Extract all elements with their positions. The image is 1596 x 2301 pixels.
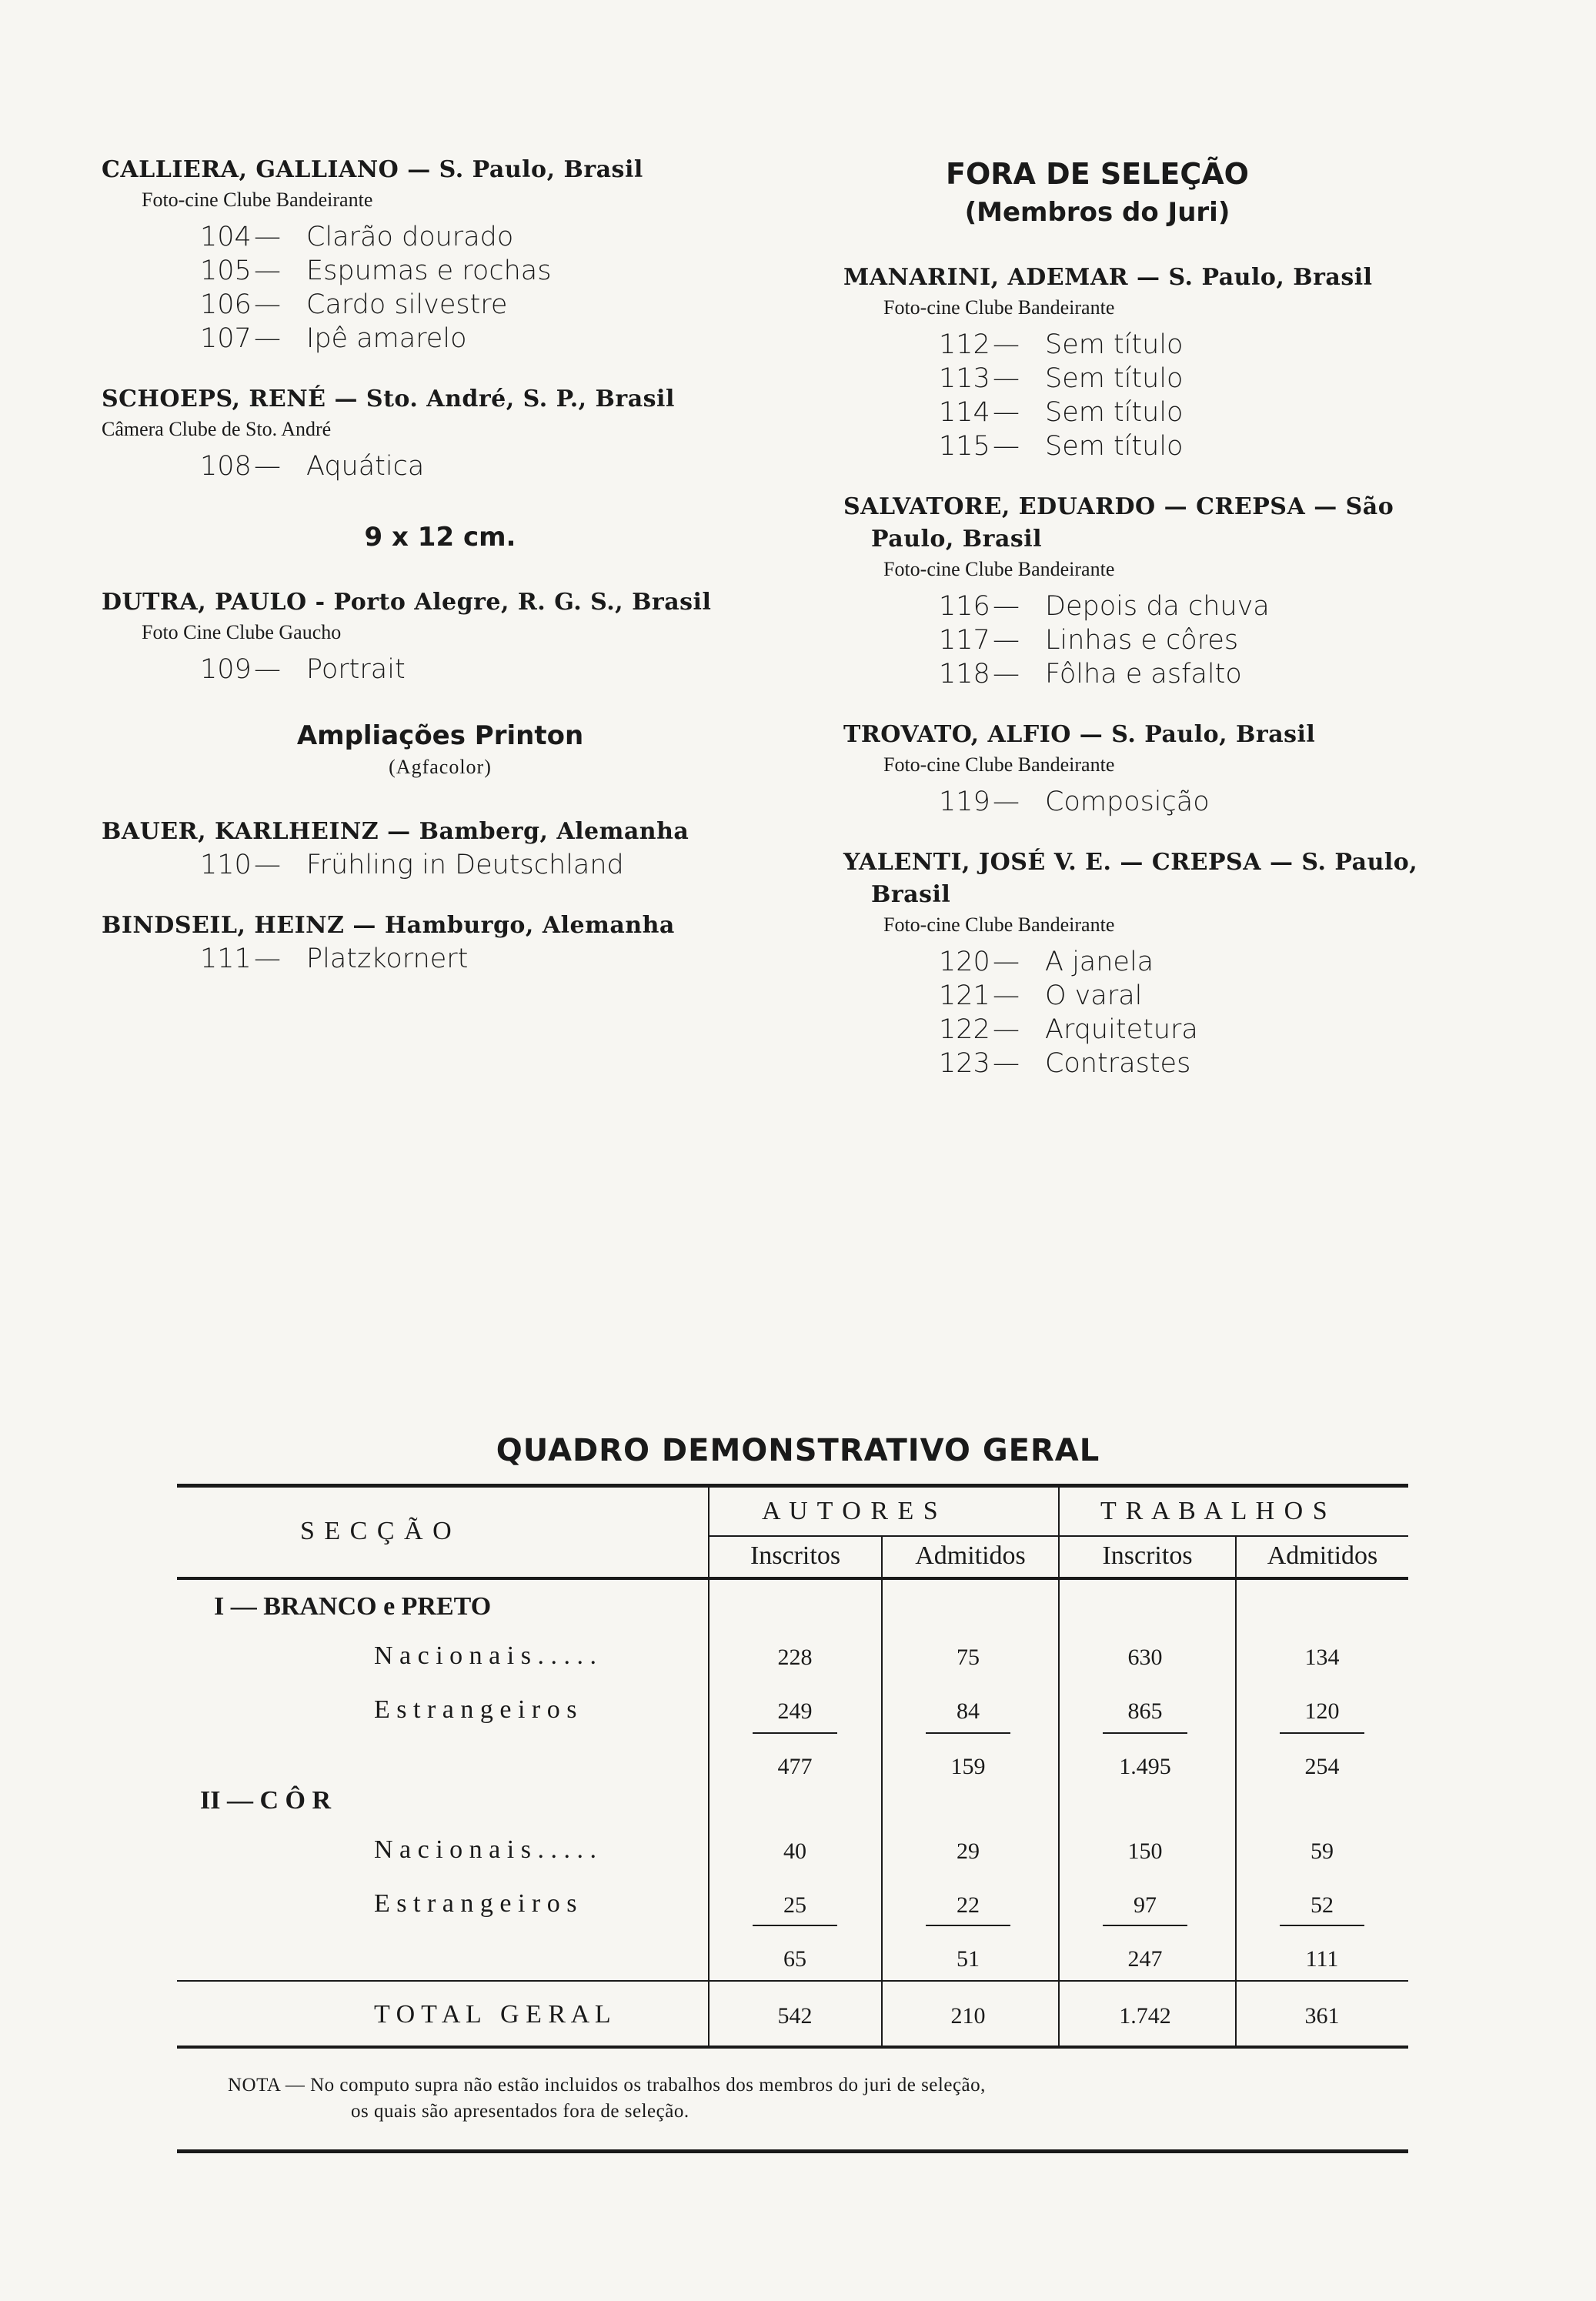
work-item: 116— Depois da chuva [939, 591, 1270, 622]
entry-calliera [102, 154, 779, 356]
ampliacoes-note: (Agfacolor) [389, 756, 492, 778]
cell-value: 52 [1311, 1892, 1334, 1918]
author-name-cont: Brasil [871, 881, 951, 908]
summary-title: QUADRO DEMONSTRATIVO GERAL [496, 1433, 1100, 1468]
author-name: YALENTI, JOSÉ V. E. — CREPSA — S. Paulo, [843, 849, 1418, 876]
left-column [102, 154, 779, 1004]
cell-value: 59 [1311, 1838, 1334, 1864]
work-item: 119— Composição [939, 786, 1210, 817]
cell-subtotal: 159 [950, 1754, 986, 1779]
row-label-estrangeiros: E s t r a n g e i r o s [374, 1695, 577, 1724]
work-list [200, 449, 779, 483]
header-autores-inscritos: Inscritos [750, 1541, 841, 1570]
club-name: Foto-cine Clube Bandeirante [883, 296, 1115, 319]
size-heading: 9 x 12 cm. [364, 522, 516, 553]
cell-value: 22 [957, 1892, 980, 1918]
entry-yalenti [843, 847, 1536, 1080]
work-list [939, 328, 1536, 463]
table-divider [1058, 1488, 1060, 2046]
club-name: Foto-cine Clube Bandeirante [142, 189, 373, 211]
footnote-line: NOTA — No computo supra não estão incluidos os trabalhos dos membros do juri de seleção, [228, 2075, 986, 2096]
club-name: Foto Cine Clube Gaucho [142, 621, 342, 643]
author-name: BAUER, KARLHEINZ — Bamberg, Alemanha [102, 818, 689, 845]
subtotal-rule [753, 1732, 837, 1734]
work-item: 107— Ipê amarelo [200, 323, 467, 354]
cell-subtotal: 51 [957, 1946, 980, 1972]
fora-subheading: (Membros do Juri) [964, 197, 1230, 228]
work-item: 115— Sem título [939, 431, 1184, 462]
work-item: 106— Cardo silvestre [200, 289, 508, 320]
club-name: Foto-cine Clube Bandeirante [883, 913, 1115, 936]
cell-subtotal: 111 [1305, 1946, 1339, 1972]
cell-value: 84 [957, 1698, 980, 1724]
cell-value: 25 [783, 1892, 806, 1918]
cell-total: 542 [777, 2003, 813, 2029]
subtotal-rule [926, 1925, 1010, 1926]
author-name-cont: Paulo, Brasil [871, 526, 1043, 553]
table-rule [177, 1577, 1408, 1580]
club-name: Foto-cine Clube Bandeirante [883, 558, 1115, 580]
entry-bindseil [102, 910, 779, 976]
table-rule [708, 1535, 1408, 1537]
club-name: Foto-cine Clube Bandeirante [883, 753, 1115, 776]
header-trabalhos: T R A B A L H O S [1100, 1497, 1329, 1525]
work-item: 117— Linhas e côres [939, 625, 1239, 656]
table-rule [177, 2046, 1408, 2049]
author-name: BINDSEIL, HEINZ — Hamburgo, Alemanha [102, 912, 675, 939]
cell-value: 75 [957, 1645, 980, 1670]
work-item: 105— Espumas e rochas [200, 255, 552, 286]
header-trabalhos-admitidos: Admitidos [1267, 1541, 1378, 1570]
table-rule [177, 1980, 1408, 1982]
author-name: SCHOEPS, RENÉ — Sto. André, S. P., Brasil [102, 386, 675, 412]
summary-table [177, 1484, 1408, 2153]
footnote-label: NOTA [228, 2075, 281, 2096]
cell-value: 249 [777, 1698, 813, 1724]
total-geral-label: T O T A L G E R A L [374, 2000, 611, 2029]
work-list [939, 785, 1536, 819]
table-divider [1235, 1537, 1237, 2046]
cell-total: 1.742 [1119, 2003, 1171, 2029]
work-item: 120— A janela [939, 947, 1154, 977]
section-cor: II — C Ô R [200, 1786, 332, 1815]
subtotal-rule [1103, 1732, 1187, 1734]
work-item: 108— Aquática [200, 451, 425, 482]
work-item: 123— Contrastes [939, 1048, 1191, 1079]
work-list [939, 589, 1536, 691]
subtotal-rule [1280, 1925, 1364, 1926]
cell-value: 228 [777, 1645, 813, 1670]
header-seccao: S E C Ç Ã O [300, 1517, 453, 1545]
cell-value: 97 [1134, 1892, 1157, 1918]
work-list [939, 945, 1536, 1080]
work-item: 104— Clarão dourado [200, 222, 514, 252]
club-name: Câmera Clube de Sto. André [102, 418, 332, 440]
author-name: CALLIERA, GALLIANO — S. Paulo, Brasil [102, 156, 643, 183]
subtotal-rule [1280, 1732, 1364, 1734]
cell-subtotal: 477 [777, 1754, 813, 1779]
fora-heading: FORA DE SELEÇÃO [946, 157, 1249, 191]
entry-dutra [102, 586, 779, 686]
work-item: 121— O varal [939, 980, 1143, 1011]
row-label-nacionais: N a c i o n a i s . . . . . [374, 1641, 596, 1670]
work-item: 113— Sem título [939, 363, 1184, 394]
cell-value: 630 [1127, 1645, 1163, 1670]
footnote-line: os quais são apresentados fora de seleção. [351, 2101, 689, 2122]
work-item: 110— Frühling in Deutschland [200, 850, 624, 880]
author-name: MANARINI, ADEMAR — S. Paulo, Brasil [843, 264, 1373, 291]
table-divider [881, 1537, 883, 2046]
work-item: 122— Arquitetura [939, 1014, 1198, 1045]
table-divider [708, 1488, 710, 2046]
work-list [200, 942, 779, 976]
cell-value: 120 [1304, 1698, 1340, 1724]
cell-subtotal: 254 [1304, 1754, 1340, 1779]
ampliacoes-heading: Ampliações Printon [296, 720, 584, 751]
cell-value: 150 [1127, 1838, 1163, 1864]
header-autores: A U T O R E S [762, 1497, 940, 1525]
entry-bauer [102, 816, 779, 882]
subtotal-rule [753, 1925, 837, 1926]
row-label-nacionais: N a c i o n a i s . . . . . [374, 1835, 596, 1864]
subtotal-rule [926, 1732, 1010, 1734]
work-item: 109— Portrait [200, 654, 406, 685]
cell-subtotal: 247 [1127, 1946, 1163, 1972]
entry-manarini [843, 262, 1536, 463]
right-column [843, 154, 1536, 1108]
work-item: 112— Sem título [939, 329, 1184, 360]
cell-value: 40 [783, 1838, 806, 1864]
row-label-estrangeiros: E s t r a n g e i r o s [374, 1889, 577, 1918]
entry-salvatore [843, 491, 1536, 691]
author-name: TROVATO, ALFIO — S. Paulo, Brasil [843, 721, 1316, 748]
author-name: DUTRA, PAULO - Porto Alegre, R. G. S., Brasil [102, 589, 712, 616]
cell-value: 134 [1304, 1645, 1340, 1670]
cell-total: 361 [1304, 2003, 1340, 2029]
work-list [200, 220, 779, 356]
entry-schoeps [102, 383, 779, 483]
subtotal-rule [1103, 1925, 1187, 1926]
work-list [200, 848, 779, 882]
footnote [228, 2072, 986, 2125]
cell-subtotal: 1.495 [1119, 1754, 1171, 1779]
author-name: SALVATORE, EDUARDO — CREPSA — São [843, 493, 1394, 520]
cell-total: 210 [950, 2003, 986, 2029]
cell-subtotal: 65 [783, 1946, 806, 1972]
work-item: 114— Sem título [939, 397, 1184, 428]
work-list [200, 653, 779, 686]
section-branco-preto: I — BRANCO e PRETO [214, 1592, 492, 1621]
work-item: 111— Platzkornert [200, 943, 469, 974]
work-item: 118— Fôlha e asfalto [939, 659, 1242, 690]
header-autores-admitidos: Admitidos [915, 1541, 1026, 1570]
header-trabalhos-inscritos: Inscritos [1102, 1541, 1193, 1570]
cell-value: 865 [1127, 1698, 1163, 1724]
cell-value: 29 [957, 1838, 980, 1864]
entry-trovato [843, 719, 1536, 819]
